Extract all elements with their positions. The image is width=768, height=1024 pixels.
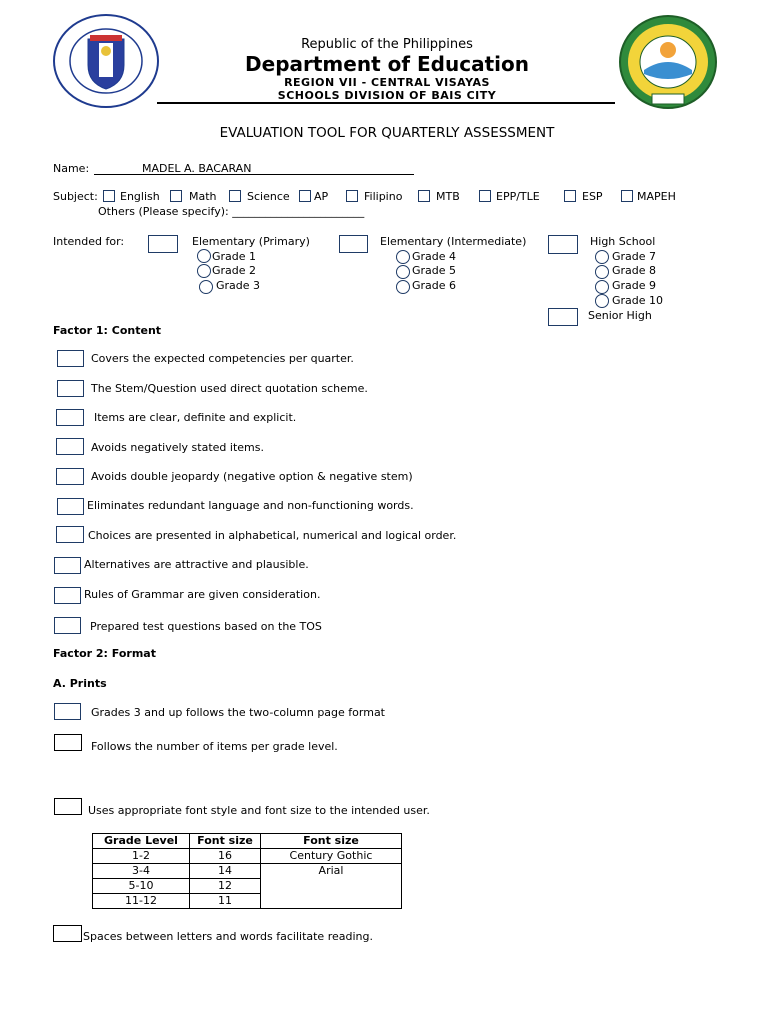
checkbox-ap[interactable] bbox=[299, 190, 311, 202]
font-name-cell: Century Gothic bbox=[261, 849, 402, 864]
checkbox-mapeh[interactable] bbox=[621, 190, 633, 202]
radio-grade-5[interactable] bbox=[396, 265, 410, 279]
factor2-item-2: Follows the number of items per grade level. bbox=[91, 740, 338, 753]
subject-math: Math bbox=[189, 190, 217, 203]
checkbox-filipino[interactable] bbox=[346, 190, 358, 202]
factor1-checkbox-3[interactable] bbox=[56, 409, 84, 426]
factor2-checkbox-2[interactable] bbox=[54, 734, 82, 751]
factor1-title: Factor 1: Content bbox=[53, 324, 162, 337]
radio-grade-6[interactable] bbox=[396, 280, 410, 294]
grade-6-label: Grade 6 bbox=[412, 279, 457, 292]
factor1-item-5: Avoids double jeopardy (negative option & negative stem) bbox=[91, 470, 413, 483]
checkbox-elementary-primary[interactable] bbox=[148, 235, 178, 253]
factor1-checkbox-9[interactable] bbox=[54, 587, 81, 604]
factor1-checkbox-7[interactable] bbox=[56, 526, 84, 543]
factor1-checkbox-8[interactable] bbox=[54, 557, 81, 574]
factor1-item-1: Covers the expected competencies per quarter. bbox=[91, 352, 354, 365]
primary-label: Elementary (Primary) bbox=[192, 235, 310, 248]
region-text: REGION VII - CENTRAL VISAYAS bbox=[284, 76, 490, 89]
name-label: Name: bbox=[53, 162, 90, 175]
grade-cell: 3-4 bbox=[93, 864, 190, 879]
factor2-checkbox-1[interactable] bbox=[54, 703, 81, 720]
factor1-checkbox-6[interactable] bbox=[57, 498, 84, 515]
subject-ap: AP bbox=[314, 190, 329, 203]
grade-9-label: Grade 9 bbox=[612, 279, 657, 292]
radio-grade-3[interactable] bbox=[199, 280, 213, 294]
radio-grade-10[interactable] bbox=[595, 294, 609, 308]
radio-grade-2[interactable] bbox=[197, 264, 211, 278]
checkbox-epp-tle[interactable] bbox=[479, 190, 491, 202]
factor1-item-10: Prepared test questions based on the TOS bbox=[90, 620, 322, 633]
department-text: Department of Education bbox=[245, 52, 529, 76]
header-divider bbox=[157, 102, 615, 104]
factor2-checkbox-4[interactable] bbox=[53, 925, 82, 942]
subject-english: English bbox=[120, 190, 160, 203]
radio-grade-9[interactable] bbox=[595, 280, 609, 294]
factor2-item-1: Grades 3 and up follows the two-column page format bbox=[91, 706, 385, 719]
grade-10-label: Grade 10 bbox=[612, 294, 664, 307]
page-title: EVALUATION TOOL FOR QUARTERLY ASSESSMENT bbox=[219, 125, 555, 141]
factor1-item-9: Rules of Grammar are given consideration. bbox=[84, 588, 321, 601]
grade-5-label: Grade 5 bbox=[412, 264, 457, 277]
radio-grade-1[interactable] bbox=[197, 249, 211, 263]
subject-esp: ESP bbox=[582, 190, 603, 203]
name-field[interactable] bbox=[94, 160, 414, 175]
grade-2-label: Grade 2 bbox=[212, 264, 257, 277]
grade-7-label: Grade 7 bbox=[612, 250, 657, 263]
senior-high-label: Senior High bbox=[588, 309, 652, 322]
subject-filipino: Filipino bbox=[364, 190, 403, 203]
division-text: SCHOOLS DIVISION OF BAIS CITY bbox=[277, 89, 497, 102]
checkbox-mtb[interactable] bbox=[418, 190, 430, 202]
grade-8-label: Grade 8 bbox=[612, 264, 657, 277]
grade-cell: 1-2 bbox=[93, 849, 190, 864]
factor2-item-3: Uses appropriate font style and font size to the intended user. bbox=[88, 804, 430, 817]
grade-3-label: Grade 3 bbox=[216, 279, 261, 292]
grade-1-label: Grade 1 bbox=[212, 250, 257, 263]
republic-text: Republic of the Philippines bbox=[301, 37, 473, 52]
factor1-item-7: Choices are presented in alphabetical, numerical and logical order. bbox=[88, 529, 457, 542]
intended-label: Intended for: bbox=[53, 235, 125, 248]
subject-label: Subject: bbox=[53, 190, 98, 203]
radio-grade-7[interactable] bbox=[595, 250, 609, 264]
checkbox-elementary-intermediate[interactable] bbox=[339, 235, 368, 253]
name-value: MADEL A. BACARAN bbox=[142, 162, 252, 175]
grade-4-label: Grade 4 bbox=[412, 250, 457, 263]
subject-mtb: MTB bbox=[436, 190, 460, 203]
size-cell: 11 bbox=[190, 894, 261, 909]
col-font-name: Font size bbox=[261, 834, 402, 849]
factor1-checkbox-5[interactable] bbox=[56, 468, 84, 485]
subject-mapeh: MAPEH bbox=[637, 190, 676, 203]
factor2-item-4: Spaces between letters and words facilitate reading. bbox=[83, 930, 373, 943]
font-size-table bbox=[92, 833, 402, 909]
radio-grade-8[interactable] bbox=[595, 265, 609, 279]
high-school-label: High School bbox=[590, 235, 656, 248]
prints-title: A. Prints bbox=[53, 677, 107, 690]
grade-cell: 5-10 bbox=[93, 879, 190, 894]
table-header-row bbox=[93, 834, 402, 849]
factor1-checkbox-1[interactable] bbox=[57, 350, 84, 367]
size-cell: 16 bbox=[190, 849, 261, 864]
subject-others-field[interactable]: Others (Please specify): ________________________ bbox=[98, 205, 365, 218]
grade-cell: 11-12 bbox=[93, 894, 190, 909]
checkbox-esp[interactable] bbox=[564, 190, 576, 202]
checkbox-science[interactable] bbox=[229, 190, 241, 202]
factor2-checkbox-3[interactable] bbox=[54, 798, 82, 815]
size-cell: 14 bbox=[190, 864, 261, 879]
factor1-item-2: The Stem/Question used direct quotation scheme. bbox=[91, 382, 368, 395]
table-row bbox=[93, 849, 402, 864]
factor1-item-4: Avoids negatively stated items. bbox=[91, 441, 264, 454]
radio-grade-4[interactable] bbox=[396, 250, 410, 264]
factor1-checkbox-10[interactable] bbox=[54, 617, 81, 634]
col-font-size: Font size bbox=[190, 834, 261, 849]
checkbox-math[interactable] bbox=[170, 190, 182, 202]
checkbox-english[interactable] bbox=[103, 190, 115, 202]
subject-science: Science bbox=[247, 190, 290, 203]
size-cell: 12 bbox=[190, 879, 261, 894]
factor1-item-3: Items are clear, definite and explicit. bbox=[94, 411, 297, 424]
intermediate-label: Elementary (Intermediate) bbox=[380, 235, 527, 248]
table-row bbox=[93, 864, 402, 879]
factor1-checkbox-4[interactable] bbox=[56, 438, 84, 455]
subject-epp-tle: EPP/TLE bbox=[496, 190, 540, 203]
factor1-item-8: Alternatives are attractive and plausible. bbox=[84, 558, 309, 571]
factor1-checkbox-2[interactable] bbox=[57, 380, 84, 397]
col-grade-level: Grade Level bbox=[93, 834, 190, 849]
font-name-cell: Arial bbox=[261, 864, 402, 909]
checkbox-high-school[interactable] bbox=[548, 235, 578, 254]
factor2-title: Factor 2: Format bbox=[53, 647, 156, 660]
factor1-item-6: Eliminates redundant language and non-functioning words. bbox=[87, 499, 414, 512]
checkbox-senior-high[interactable] bbox=[548, 308, 578, 326]
